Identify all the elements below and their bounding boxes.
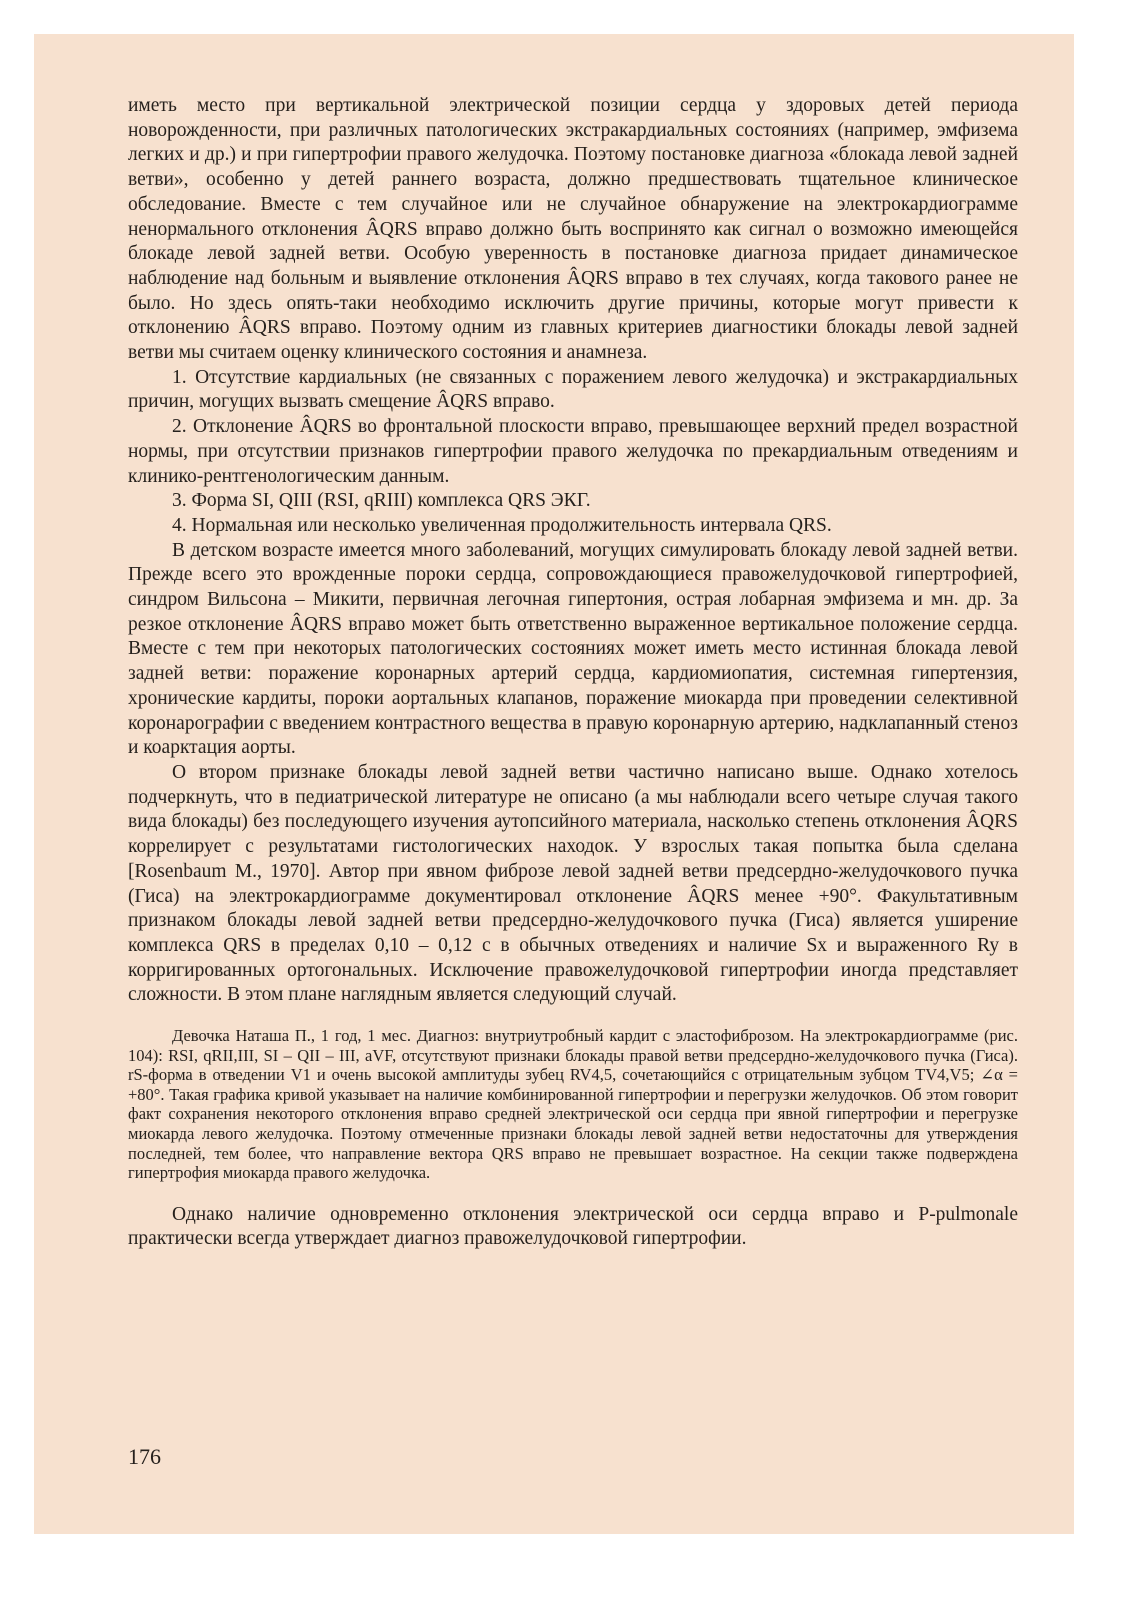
text-block — [128, 94, 1018, 1252]
paragraph-intro: иметь место при вертикальной электрической позиции сердца у здоровых детей периода новорожденности, при различных патологических экстракардиальных состояниях (например, эмфизема легких и др.) и при гипертрофии правого желудочка. Поэтому постановке диагноза «блокада левой задней ветви», особенно у детей раннего возраста, должно предшествовать тщательное клиническое обследование. Вместе с тем случайное или не случайное обнаружение на электрокардиограмме ненормального отклонения ÂQRS вправо должно быть воспринято как сигнал о возможно имеющейся блокаде левой задней ветви. Особую уверенность в постановке диагноза придает динамическое наблюдение над больным и выявление отклонения ÂQRS вправо в тех случаях, когда такового ранее не было. Но здесь опять-таки необходимо исключить другие причины, которые могут привести к отклонению ÂQRS вправо. Поэтому одним из главных критериев диагностики блокады левой задней ветви мы считаем оценку клинического состояния и анамнеза. — [128, 95, 1018, 364]
page-number: 176 — [128, 1444, 161, 1469]
criterion-4: 4. Нормальная или несколько увеличенная продолжительность интервала QRS. — [172, 514, 832, 536]
case-report-text: Девочка Наташа П., 1 год, 1 мес. Диагноз: внутриутробный кардит с эластофиброзом. На электрокардиограмме (рис. 104): RSI, qRII,III, SI – QII – III, aVF, отсутствуют признаки блокады правой ветви предсердно-желудочкового пучка (Гиса). rS-форма в отведении V1 и очень высокой амплитуды зубец RV4,5, сочетающийся с отрицательным зубцом TV4,V5; ∠α = +80°. Такая графика кривой указывает на наличие комбинированной гипертрофии и перегрузки желудочков. Об этом говорит факт сохранения некоторого отклонения вправо средней электрической оси сердца при явной гипертрофии и перегрузке миокарда левого желудочка. Поэтому отмеченные признаки блокады левой задней ветви недостаточны для утверждения последней, тем более, что направление вектора QRS вправо не превышает возрастное. На секции также подверждена гипертрофия миокарда правого желудочка. — [128, 1026, 1018, 1183]
paragraph-differential: В детском возрасте имеется много заболеваний, могущих симулировать блокаду левой задней ветви. Прежде всего это врожденные пороки сердца, сопровождающиеся правожелудочковой гипертрофией, синдром Вильсона – Микити, первичная легочная гипертония, острая лобарная эмфизема и мн. др. За резкое отклонение ÂQRS вправо может быть ответственно выраженное вертикальное положение сердца. Вместе с тем при некоторых патологических состояниях может иметь место истинная блокада левой задней ветви: поражение коронарных артерий сердца, кардиомиопатия, системная гипертензия, хронические кардиты, пороки аортальных клапанов, поражение миокарда при проведении селективной коронарографии с введением контрастного вещества в правую коронарную артерию, надклапанный стеноз и коарктация аорты. — [128, 539, 1018, 759]
book-page — [34, 34, 1074, 1534]
closing-section — [128, 1203, 1018, 1252]
paragraph-second-sign: О втором признаке блокады левой задней ветви частично написано выше. Однако хотелось подчеркнуть, что в педиатрической литературе не описано (а мы наблюдали всего четыре случая такого вида блокады) без последующего изучения аутопсийного материала, насколько степень отклонения ÂQRS коррелирует с результатами гистологических находок. У взрослых такая попытка была сделана [Rosenbaum M., 1970]. Автор при явном фиброзе левой задней ветви предсердно-желудочкового пучка (Гиса) на электрокардиограмме документировал отклонение ÂQRS менее +90°. Факультативным признаком блокады левой задней ветви предсердно-желудочкового пучка (Гиса) является уширение комплекса QRS в пределах 0,10 – 0,12 с в обычных отведениях и наличие Sx и выраженного Ry в корригированных ортогональных. Исключение правожелудочковой гипертрофии иногда представляет сложности. В этом плане наглядным является следующий случай. — [128, 761, 1018, 1006]
criterion-2: 2. Отклонение ÂQRS во фронтальной плоскости вправо, превышающее верхний предел возрастной нормы, при отсутствии признаков гипертрофии правого желудочка по прекардиальным отведениям и клинико-рентгенологическим данным. — [128, 416, 1018, 487]
criterion-1: 1. Отсутствие кардиальных (не связанных с поражением левого желудочка) и экстракардиальных причин, могущих вызвать смещение ÂQRS вправо. — [128, 366, 1018, 413]
criterion-3: 3. Форма SI, QIII (RSI, qRIII) комплекса QRS ЭКГ. — [172, 490, 591, 512]
closing-paragraph: Однако наличие одновременно отклонения электрической оси сердца вправо и P-pulmonale практически всегда утверждает диагноз правожелудочковой гипертрофии. — [128, 1203, 1018, 1250]
case-report — [128, 1026, 1018, 1183]
main-body — [128, 94, 1018, 1008]
